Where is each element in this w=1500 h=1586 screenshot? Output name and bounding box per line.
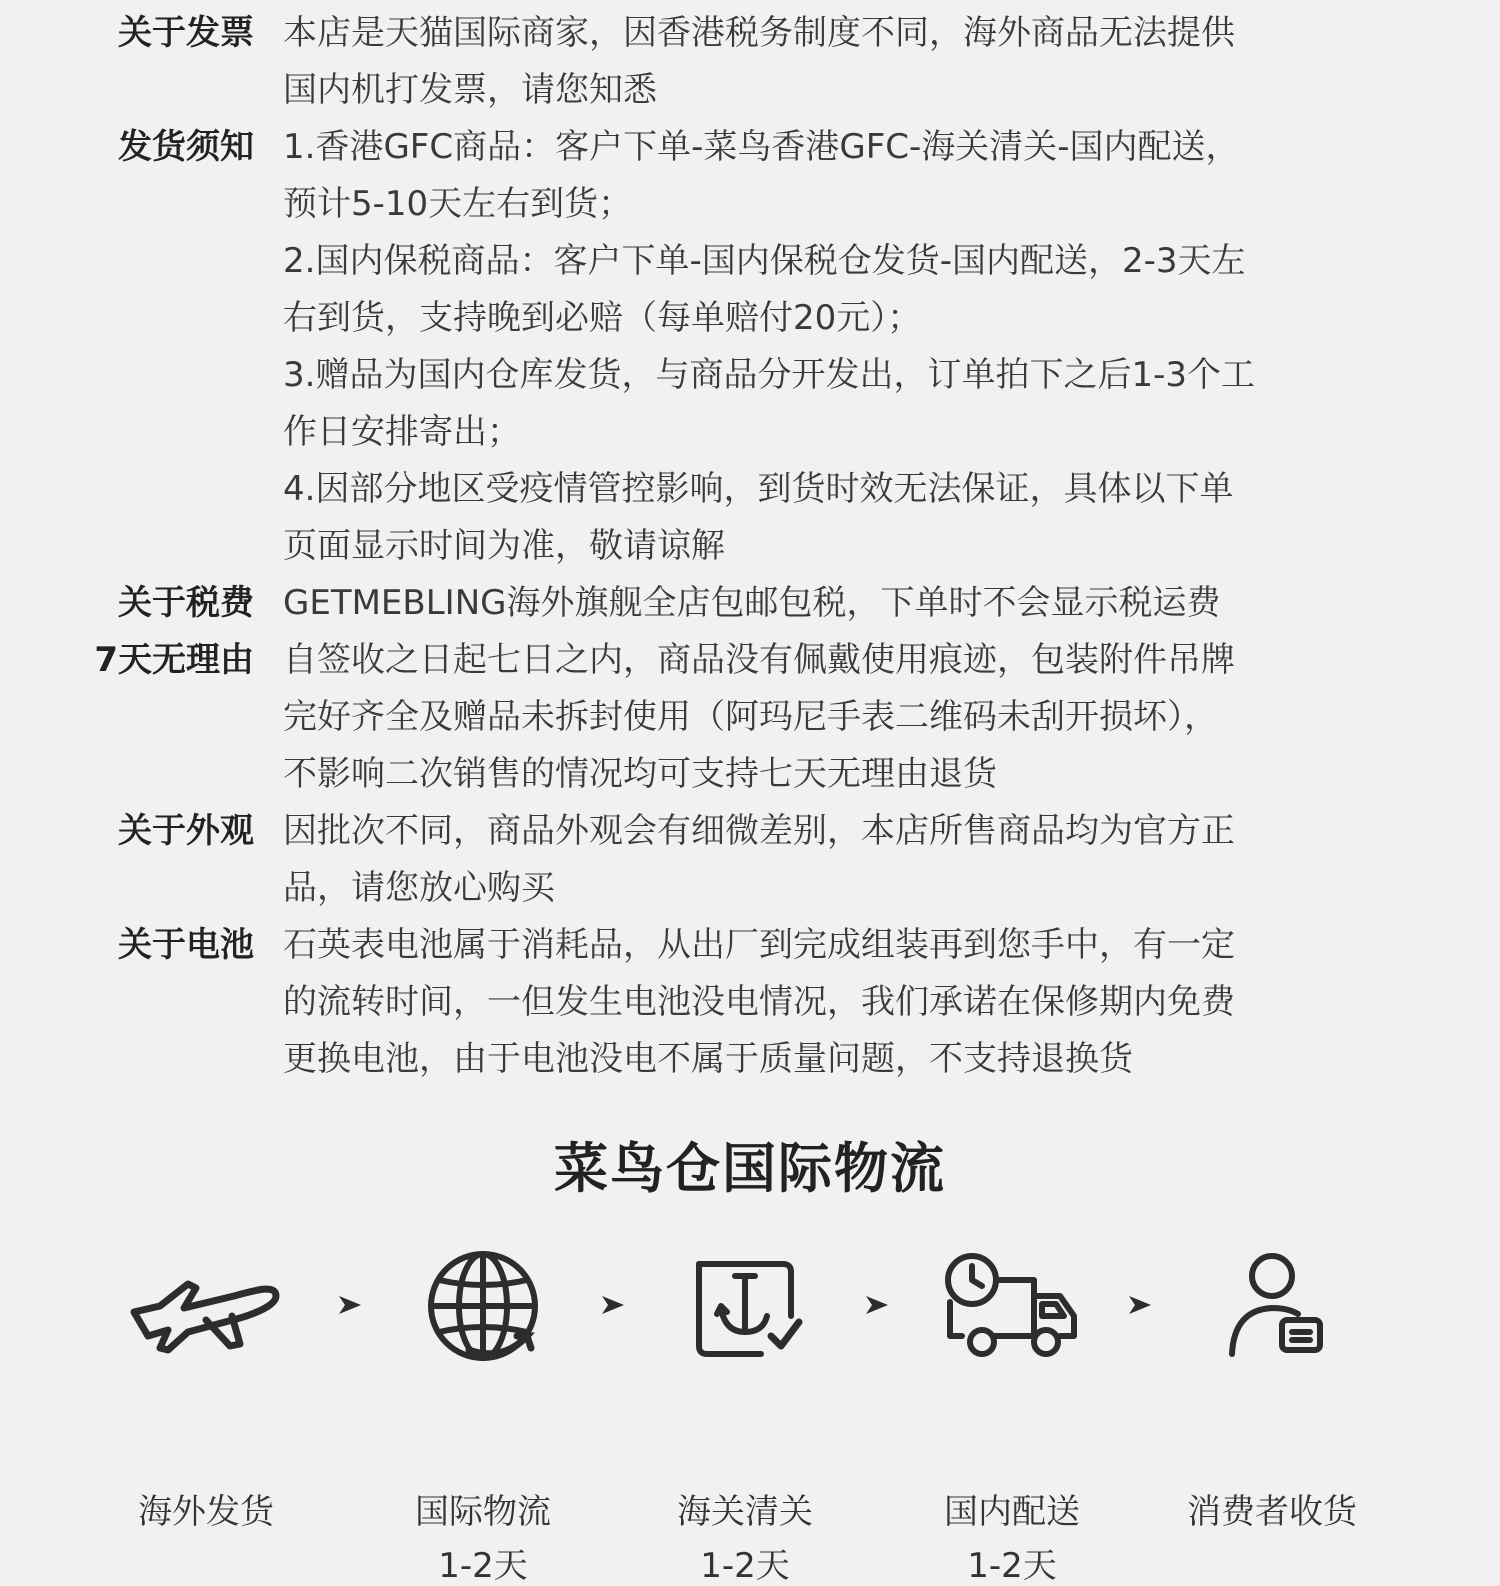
logistics-step-domestic: [882, 1250, 1142, 1586]
notice-line: 品，请您放心购买: [283, 868, 555, 908]
logistics-step-overseas: [76, 1250, 336, 1546]
step-name: 海关清关: [677, 1492, 813, 1532]
notice-text: [283, 917, 1378, 1088]
notice-label: 关于电池: [118, 925, 254, 965]
consumer-icon: [1192, 1250, 1352, 1362]
notice-text: [283, 632, 1378, 803]
notice-line: 页面显示时间为准，敬请谅解: [283, 526, 725, 566]
notice-line: 因批次不同，商品外观会有细微差别，本店所售商品均为官方正: [283, 811, 1235, 851]
logistics-title: 菜鸟仓国际物流: [554, 1137, 946, 1200]
logistics-step-customs: [615, 1250, 875, 1586]
notice-label: 7天无理由: [94, 640, 254, 680]
notice-label: 关于发票: [118, 13, 254, 53]
notice-line: 3.赠品为国内仓库发货，与商品分开发出，订单拍下之后1-3个工: [283, 355, 1255, 395]
notice-label: 关于税费: [118, 583, 254, 623]
step-days: 1-2天: [967, 1546, 1057, 1586]
notice-line: 自签收之日起七日之内，商品没有佩戴使用痕迹，包装附件吊牌: [283, 640, 1235, 680]
notice-line: 2.国内保税商品：客户下单-国内保税仓发货-国内配送，2-3天左: [283, 241, 1246, 281]
notice-text: [283, 803, 1378, 917]
notice-line: 1.香港GFC商品：客户下单-菜鸟香港GFC-海关清关-国内配送，: [283, 127, 1240, 167]
notice-label: 关于外观: [118, 811, 254, 851]
notice-line: 更换电池，由于电池没电不属于质量问题，不支持退换货: [283, 1039, 1133, 1079]
airplane-icon: [126, 1250, 286, 1362]
delivery-truck-icon: [932, 1250, 1092, 1362]
notice-line: 不影响二次销售的情况均可支持七天无理由退货: [283, 754, 997, 794]
logistics-flow: [0, 1250, 1500, 1586]
customs-anchor-icon: [665, 1250, 825, 1362]
step-name: 海外发货: [138, 1492, 274, 1532]
notice-line: 本店是天猫国际商家，因香港税务制度不同，海外商品无法提供: [283, 13, 1235, 53]
notice-line: 右到货，支持晚到必赔（每单赔付20元）；: [283, 298, 922, 338]
notice-line: 完好齐全及赠品未拆封使用（阿玛尼手表二维码未刮开损坏），: [283, 697, 1218, 737]
notice-text: [283, 5, 1378, 119]
notice-line: 4.因部分地区受疫情管控影响，到货时效无法保证，具体以下单: [283, 469, 1234, 509]
globe-icon: [403, 1250, 563, 1362]
notice-label: 发货须知: [118, 127, 254, 167]
step-name: 国际物流: [415, 1492, 551, 1532]
step-days: 1-2天: [438, 1546, 528, 1586]
notice-line: 的流转时间，一但发生电池没电情况，我们承诺在保修期内免费: [283, 982, 1235, 1022]
notice-line: 石英表电池属于消耗品，从出厂到完成组装再到您手中，有一定: [283, 925, 1235, 965]
notice-line: GETMEBLING海外旗舰全店包邮包税，下单时不会显示税运费: [283, 583, 1221, 623]
step-name: 消费者收货: [1187, 1492, 1357, 1532]
notice-line: 预计5-10天左右到货；: [283, 184, 633, 224]
notice-text: [283, 119, 1378, 575]
step-name: 国内配送: [944, 1492, 1080, 1532]
logistics-step-international: [353, 1250, 613, 1586]
step-days: 1-2天: [700, 1546, 790, 1586]
notice-text: [283, 575, 1378, 632]
logistics-step-consumer: [1142, 1250, 1402, 1546]
notice-line: 作日安排寄出；: [283, 412, 521, 452]
notice-line: 国内机打发票，请您知悉: [283, 70, 657, 110]
